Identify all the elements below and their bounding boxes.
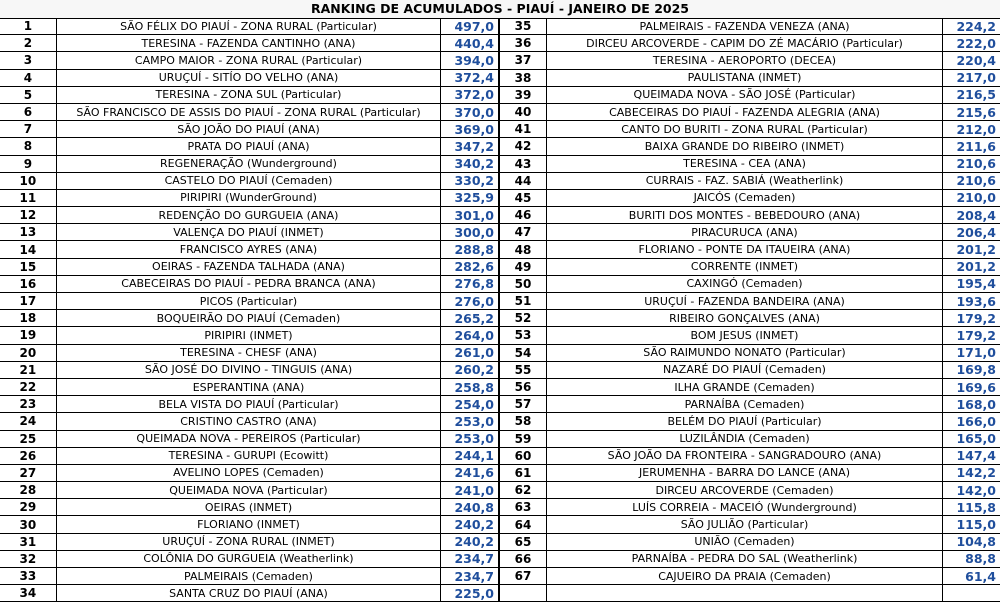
rainfall-value-cell: 240,8	[454, 499, 494, 515]
station-cell: PRATA DO PIAUÍ (ANA)	[57, 138, 441, 154]
table-row	[500, 413, 1000, 430]
station-cell: AVELINO LOPES (Cemaden)	[57, 465, 441, 481]
rainfall-value-cell: 217,0	[956, 70, 996, 86]
rainfall-value-cell: 104,8	[956, 534, 996, 550]
rank-cell: 59	[500, 431, 547, 447]
station-cell: RIBEIRO GONÇALVES (ANA)	[547, 310, 943, 326]
table-row	[500, 35, 1000, 52]
rainfall-value-cell: 288,8	[454, 242, 494, 258]
station-cell: JERUMENHA - BARRA DO LANCE (ANA)	[547, 465, 943, 481]
station-cell: PICOS (Particular)	[57, 293, 441, 309]
rank-cell: 55	[500, 362, 547, 378]
rank-cell: 22	[0, 379, 57, 395]
table-row	[0, 585, 500, 602]
rainfall-value-cell: 265,2	[454, 310, 494, 326]
rainfall-value-cell: 193,6	[956, 293, 996, 309]
table-row	[500, 190, 1000, 207]
station-cell: BELÉM DO PIAUÍ (Particular)	[547, 413, 943, 429]
rainfall-value-cell: 61,4	[965, 568, 996, 584]
rank-cell: 29	[0, 499, 57, 515]
table-row	[0, 448, 500, 465]
station-cell: TERESINA - GURUPI (Ecowitt)	[57, 448, 441, 464]
rainfall-value-cell: 234,7	[454, 568, 494, 584]
rank-cell: 42	[500, 138, 547, 154]
rank-cell: 24	[0, 413, 57, 429]
ranking-grid	[0, 18, 1000, 604]
station-cell: SÃO JULIÃO (Particular)	[547, 516, 943, 532]
table-row	[0, 121, 500, 138]
table-row	[500, 70, 1000, 87]
rainfall-value-cell: 260,2	[454, 362, 494, 378]
station-cell: CAXINGÓ (Cemaden)	[547, 276, 943, 292]
table-row	[500, 224, 1000, 241]
table-row	[0, 207, 500, 224]
rainfall-value-cell: 276,0	[454, 293, 494, 309]
rainfall-value-cell: 166,0	[956, 413, 996, 429]
table-row	[0, 516, 500, 533]
rank-cell: 11	[0, 190, 57, 206]
table-row	[500, 396, 1000, 413]
station-cell: ESPERANTINA (ANA)	[57, 379, 441, 395]
rainfall-value-cell: 370,0	[454, 104, 494, 120]
table-row	[0, 276, 500, 293]
table-row	[0, 534, 500, 551]
table-row	[0, 70, 500, 87]
station-cell: BOQUEIRÃO DO PIAUÍ (Cemaden)	[57, 310, 441, 326]
rainfall-value-cell: 254,0	[454, 396, 494, 412]
rainfall-value-cell: 225,0	[454, 585, 494, 601]
station-cell: LUZILÂNDIA (Cemaden)	[547, 431, 943, 447]
table-row	[0, 224, 500, 241]
table-row	[0, 259, 500, 276]
table-row	[500, 138, 1000, 155]
rank-cell: 32	[0, 551, 57, 567]
table-row	[0, 482, 500, 499]
rank-cell: 28	[0, 482, 57, 498]
table-row	[0, 241, 500, 258]
station-cell: QUEIMADA NOVA - SÃO JOSÉ (Particular)	[547, 87, 943, 103]
table-row	[500, 276, 1000, 293]
rainfall-value-cell: 241,6	[454, 465, 494, 481]
rank-cell: 54	[500, 345, 547, 361]
rank-cell: 52	[500, 310, 547, 326]
rainfall-value-cell: 497,0	[454, 18, 494, 34]
table-row	[0, 362, 500, 379]
rank-cell: 35	[500, 18, 547, 34]
table-row	[500, 379, 1000, 396]
station-cell: CASTELO DO PIAUÍ (Cemaden)	[57, 173, 441, 189]
table-row	[500, 121, 1000, 138]
rainfall-value-cell: 224,2	[956, 18, 996, 34]
station-cell: SÃO JOÃO DO PIAUÍ (ANA)	[57, 121, 441, 137]
table-row	[0, 138, 500, 155]
rank-cell: 67	[500, 568, 547, 584]
rank-cell: 5	[0, 87, 57, 103]
table-row	[500, 499, 1000, 516]
rainfall-value-cell: 276,8	[454, 276, 494, 292]
table-row	[500, 534, 1000, 551]
rainfall-value-cell: 210,6	[956, 173, 996, 189]
station-cell: VALENÇA DO PIAUÍ (INMET)	[57, 224, 441, 240]
station-cell: SÃO FRANCISCO DE ASSIS DO PIAUÍ - ZONA RURAL (Particular)	[57, 104, 441, 120]
rainfall-value-cell: 201,2	[956, 259, 996, 275]
station-cell: URUÇUÍ - ZONA RURAL (INMET)	[57, 534, 441, 550]
rainfall-value-cell: 258,8	[454, 379, 494, 395]
rainfall-value-cell: 244,1	[454, 448, 494, 464]
rank-cell: 27	[0, 465, 57, 481]
rank-cell: 3	[0, 52, 57, 68]
station-cell: CABECEIRAS DO PIAUÍ - PEDRA BRANCA (ANA)	[57, 276, 441, 292]
table-row	[500, 465, 1000, 482]
table-row	[500, 18, 1000, 35]
rank-cell: 45	[500, 190, 547, 206]
rank-cell: 58	[500, 413, 547, 429]
rainfall-value-cell: 206,4	[956, 224, 996, 240]
rank-cell: 9	[0, 156, 57, 172]
table-row	[500, 52, 1000, 69]
rank-cell: 19	[0, 327, 57, 343]
rank-cell: 31	[0, 534, 57, 550]
station-cell: TERESINA - CHESF (ANA)	[57, 345, 441, 361]
station-cell: PIRIPIRI (WunderGround)	[57, 190, 441, 206]
rank-cell: 65	[500, 534, 547, 550]
table-row	[0, 431, 500, 448]
table-row	[0, 52, 500, 69]
rainfall-value-cell: 211,6	[956, 138, 996, 154]
table-row	[0, 35, 500, 52]
station-cell: SÃO FÉLIX DO PIAUÍ - ZONA RURAL (Particular)	[57, 18, 441, 34]
station-cell: SANTA CRUZ DO PIAUÍ (ANA)	[57, 585, 441, 601]
station-cell: PAULISTANA (INMET)	[547, 70, 943, 86]
rank-cell: 37	[500, 52, 547, 68]
rainfall-value-cell: 210,6	[956, 156, 996, 172]
rainfall-value-cell: 215,6	[956, 104, 996, 120]
rainfall-value-cell: 369,0	[454, 121, 494, 137]
rank-cell: 44	[500, 173, 547, 189]
table-row	[500, 310, 1000, 327]
rank-cell: 25	[0, 431, 57, 447]
rank-cell: 30	[0, 516, 57, 532]
rank-cell: 50	[500, 276, 547, 292]
station-cell: DIRCEU ARCOVERDE (Cemaden)	[547, 482, 943, 498]
rainfall-value-cell: 347,2	[454, 138, 494, 154]
rank-cell: 18	[0, 310, 57, 326]
rainfall-value-cell: 301,0	[454, 207, 494, 223]
station-cell: PARNAÍBA - PEDRA DO SAL (Weatherlink)	[547, 551, 943, 567]
station-cell: PARNAÍBA (Cemaden)	[547, 396, 943, 412]
rank-cell: 8	[0, 138, 57, 154]
station-cell: TERESINA - FAZENDA CANTINHO (ANA)	[57, 35, 441, 51]
table-row	[0, 345, 500, 362]
station-cell: CABECEIRAS DO PIAUÍ - FAZENDA ALEGRIA (ANA)	[547, 104, 943, 120]
station-cell: REGENERAÇÃO (Wunderground)	[57, 156, 441, 172]
table-row	[0, 568, 500, 585]
station-cell: BURITI DOS MONTES - BEBEDOURO (ANA)	[547, 207, 943, 223]
rainfall-value-cell: 330,2	[454, 173, 494, 189]
rank-cell: 17	[0, 293, 57, 309]
rank-cell: 40	[500, 104, 547, 120]
rainfall-value-cell: 372,0	[454, 87, 494, 103]
rainfall-value-cell: 300,0	[454, 224, 494, 240]
rank-cell: 12	[0, 207, 57, 223]
table-row	[500, 551, 1000, 568]
station-cell: JAICÓS (Cemaden)	[547, 190, 943, 206]
station-cell: BELA VISTA DO PIAUÍ (Particular)	[57, 396, 441, 412]
table-row	[0, 156, 500, 173]
rainfall-value-cell: 222,0	[956, 35, 996, 51]
rank-cell: 36	[500, 35, 547, 51]
rainfall-value-cell: 394,0	[454, 52, 494, 68]
station-cell: COLÔNIA DO GURGUEIA (Weatherlink)	[57, 551, 441, 567]
rank-cell: 60	[500, 448, 547, 464]
table-row	[0, 293, 500, 310]
ranking-column-left	[0, 18, 500, 602]
station-cell: SÃO RAIMUNDO NONATO (Particular)	[547, 345, 943, 361]
rainfall-value-cell: 179,2	[956, 310, 996, 326]
table-row	[0, 173, 500, 190]
rank-cell: 49	[500, 259, 547, 275]
rainfall-value-cell: 340,2	[454, 156, 494, 172]
rainfall-value-cell: 240,2	[454, 517, 494, 533]
table-row	[0, 327, 500, 344]
table-row	[0, 87, 500, 104]
station-cell: QUEIMADA NOVA - PEREIROS (Particular)	[57, 431, 441, 447]
table-row	[0, 413, 500, 430]
empty-row	[500, 585, 1000, 602]
station-cell: OEIRAS (INMET)	[57, 499, 441, 515]
rank-cell: 10	[0, 173, 57, 189]
table-row	[500, 207, 1000, 224]
station-cell: URUÇUÍ - FAZENDA BANDEIRA (ANA)	[547, 293, 943, 309]
station-cell: CORRENTE (INMET)	[547, 259, 943, 275]
rank-cell: 16	[0, 276, 57, 292]
rank-cell: 15	[0, 259, 57, 275]
rainfall-value-cell: 234,7	[454, 551, 494, 567]
rainfall-value-cell: 240,2	[454, 534, 494, 550]
table-row	[500, 362, 1000, 379]
station-cell: CAMPO MAIOR - ZONA RURAL (Particular)	[57, 52, 441, 68]
rank-cell: 21	[0, 362, 57, 378]
table-row	[500, 173, 1000, 190]
table-row	[500, 241, 1000, 258]
rank-cell: 46	[500, 207, 547, 223]
station-cell: PALMEIRAIS - FAZENDA VENEZA (ANA)	[547, 18, 943, 34]
station-cell: FLORIANO - PONTE DA ITAUEIRA (ANA)	[547, 241, 943, 257]
station-cell: NAZARÉ DO PIAUÍ (Cemaden)	[547, 362, 943, 378]
empty-cell	[500, 585, 547, 601]
table-row	[0, 396, 500, 413]
rank-cell: 51	[500, 293, 547, 309]
table-row	[500, 516, 1000, 533]
rainfall-value-cell: 195,4	[956, 276, 996, 292]
rainfall-value-cell: 325,9	[454, 190, 494, 206]
table-row	[500, 568, 1000, 585]
rank-cell: 63	[500, 499, 547, 515]
rainfall-value-cell: 88,8	[965, 551, 996, 567]
rank-cell: 2	[0, 35, 57, 51]
rainfall-value-cell: 142,0	[956, 482, 996, 498]
rainfall-value-cell: 264,0	[454, 327, 494, 343]
empty-cell	[547, 585, 943, 601]
station-cell: PIRACURUCA (ANA)	[547, 224, 943, 240]
rank-cell: 26	[0, 448, 57, 464]
ranking-column-right	[500, 18, 1000, 602]
rainfall-value-cell: 241,0	[454, 482, 494, 498]
station-cell: BOM JESUS (INMET)	[547, 327, 943, 343]
table-row	[0, 310, 500, 327]
rank-cell: 13	[0, 224, 57, 240]
station-cell: ILHA GRANDE (Cemaden)	[547, 379, 943, 395]
table-row	[500, 448, 1000, 465]
rank-cell: 64	[500, 516, 547, 532]
table-row	[500, 293, 1000, 310]
station-cell: SÃO JOSÉ DO DIVINO - TINGUIS (ANA)	[57, 362, 441, 378]
rainfall-value-cell: 253,0	[454, 413, 494, 429]
rainfall-value-cell: 115,8	[956, 499, 996, 515]
station-cell: TERESINA - ZONA SUL (Particular)	[57, 87, 441, 103]
rank-cell: 38	[500, 70, 547, 86]
table-row	[0, 18, 500, 35]
station-cell: PALMEIRAIS (Cemaden)	[57, 568, 441, 584]
station-cell: DIRCEU ARCOVERDE - CAPIM DO ZÉ MACÁRIO (Particular)	[547, 35, 943, 51]
rank-cell: 14	[0, 241, 57, 257]
rank-cell: 43	[500, 156, 547, 172]
rainfall-value-cell: 142,2	[956, 465, 996, 481]
rank-cell: 56	[500, 379, 547, 395]
rainfall-value-cell: 171,0	[956, 345, 996, 361]
rainfall-value-cell: 165,0	[956, 431, 996, 447]
rank-cell: 4	[0, 70, 57, 86]
table-row	[0, 379, 500, 396]
station-cell: FRANCISCO AYRES (ANA)	[57, 241, 441, 257]
rank-cell: 33	[0, 568, 57, 584]
rank-cell: 48	[500, 241, 547, 257]
rank-cell: 41	[500, 121, 547, 137]
table-row	[500, 156, 1000, 173]
station-cell: QUEIMADA NOVA (Particular)	[57, 482, 441, 498]
rainfall-value-cell: 208,4	[956, 207, 996, 223]
table-row	[500, 482, 1000, 499]
station-cell: PIRIPIRI (INMET)	[57, 327, 441, 343]
station-cell: CRISTINO CASTRO (ANA)	[57, 413, 441, 429]
table-row	[500, 259, 1000, 276]
rainfall-value-cell: 147,4	[956, 448, 996, 464]
station-cell: LUÍS CORREIA - MACEIÓ (Wunderground)	[547, 499, 943, 515]
station-cell: BAIXA GRANDE DO RIBEIRO (INMET)	[547, 138, 943, 154]
table-row	[500, 104, 1000, 121]
station-cell: UNIÃO (Cemaden)	[547, 534, 943, 550]
station-cell: CAJUEIRO DA PRAIA (Cemaden)	[547, 568, 943, 584]
rainfall-value-cell: 115,0	[956, 517, 996, 533]
rainfall-value-cell: 253,0	[454, 431, 494, 447]
rainfall-value-cell: 372,4	[454, 70, 494, 86]
rainfall-value-cell: 169,8	[956, 362, 996, 378]
station-cell: TERESINA - AEROPORTO (DECEA)	[547, 52, 943, 68]
rainfall-value-cell: 282,6	[454, 259, 494, 275]
rank-cell: 61	[500, 465, 547, 481]
rainfall-value-cell: 220,4	[956, 52, 996, 68]
rank-cell: 6	[0, 104, 57, 120]
station-cell: REDENÇÃO DO GURGUEIA (ANA)	[57, 207, 441, 223]
table-row	[500, 431, 1000, 448]
table-row	[0, 190, 500, 207]
station-cell: TERESINA - CEA (ANA)	[547, 156, 943, 172]
table-row	[0, 499, 500, 516]
table-row	[0, 465, 500, 482]
table-row	[500, 87, 1000, 104]
station-cell: CURRAIS - FAZ. SABIÁ (Weatherlink)	[547, 173, 943, 189]
empty-cell	[943, 585, 1000, 601]
table-row	[0, 104, 500, 121]
station-cell: URUÇUÍ - SITÍO DO VELHO (ANA)	[57, 70, 441, 86]
rank-cell: 66	[500, 551, 547, 567]
rank-cell: 1	[0, 18, 57, 34]
rainfall-value-cell: 210,0	[956, 190, 996, 206]
rainfall-value-cell: 201,2	[956, 242, 996, 258]
table-row	[500, 345, 1000, 362]
rainfall-value-cell: 216,5	[956, 87, 996, 103]
rainfall-value-cell: 261,0	[454, 345, 494, 361]
table-row	[500, 327, 1000, 344]
rank-cell: 23	[0, 396, 57, 412]
rainfall-value-cell: 212,0	[956, 121, 996, 137]
rank-cell: 34	[0, 585, 57, 601]
station-cell: CANTO DO BURITI - ZONA RURAL (Particular)	[547, 121, 943, 137]
station-cell: FLORIANO (INMET)	[57, 516, 441, 532]
table-row	[0, 551, 500, 568]
sheet-title: RANKING DE ACUMULADOS - PIAUÍ - JANEIRO DE 2025	[0, 0, 1000, 19]
rainfall-value-cell: 179,2	[956, 327, 996, 343]
rank-cell: 62	[500, 482, 547, 498]
rank-cell: 20	[0, 345, 57, 361]
rainfall-value-cell: 440,4	[454, 35, 494, 51]
station-cell: OEIRAS - FAZENDA TALHADA (ANA)	[57, 259, 441, 275]
rainfall-value-cell: 169,6	[956, 379, 996, 395]
rank-cell: 53	[500, 327, 547, 343]
rank-cell: 47	[500, 224, 547, 240]
rainfall-value-cell: 168,0	[956, 396, 996, 412]
rank-cell: 39	[500, 87, 547, 103]
station-cell: SÃO JOÃO DA FRONTEIRA - SANGRADOURO (ANA)	[547, 448, 943, 464]
rank-cell: 57	[500, 396, 547, 412]
rank-cell: 7	[0, 121, 57, 137]
